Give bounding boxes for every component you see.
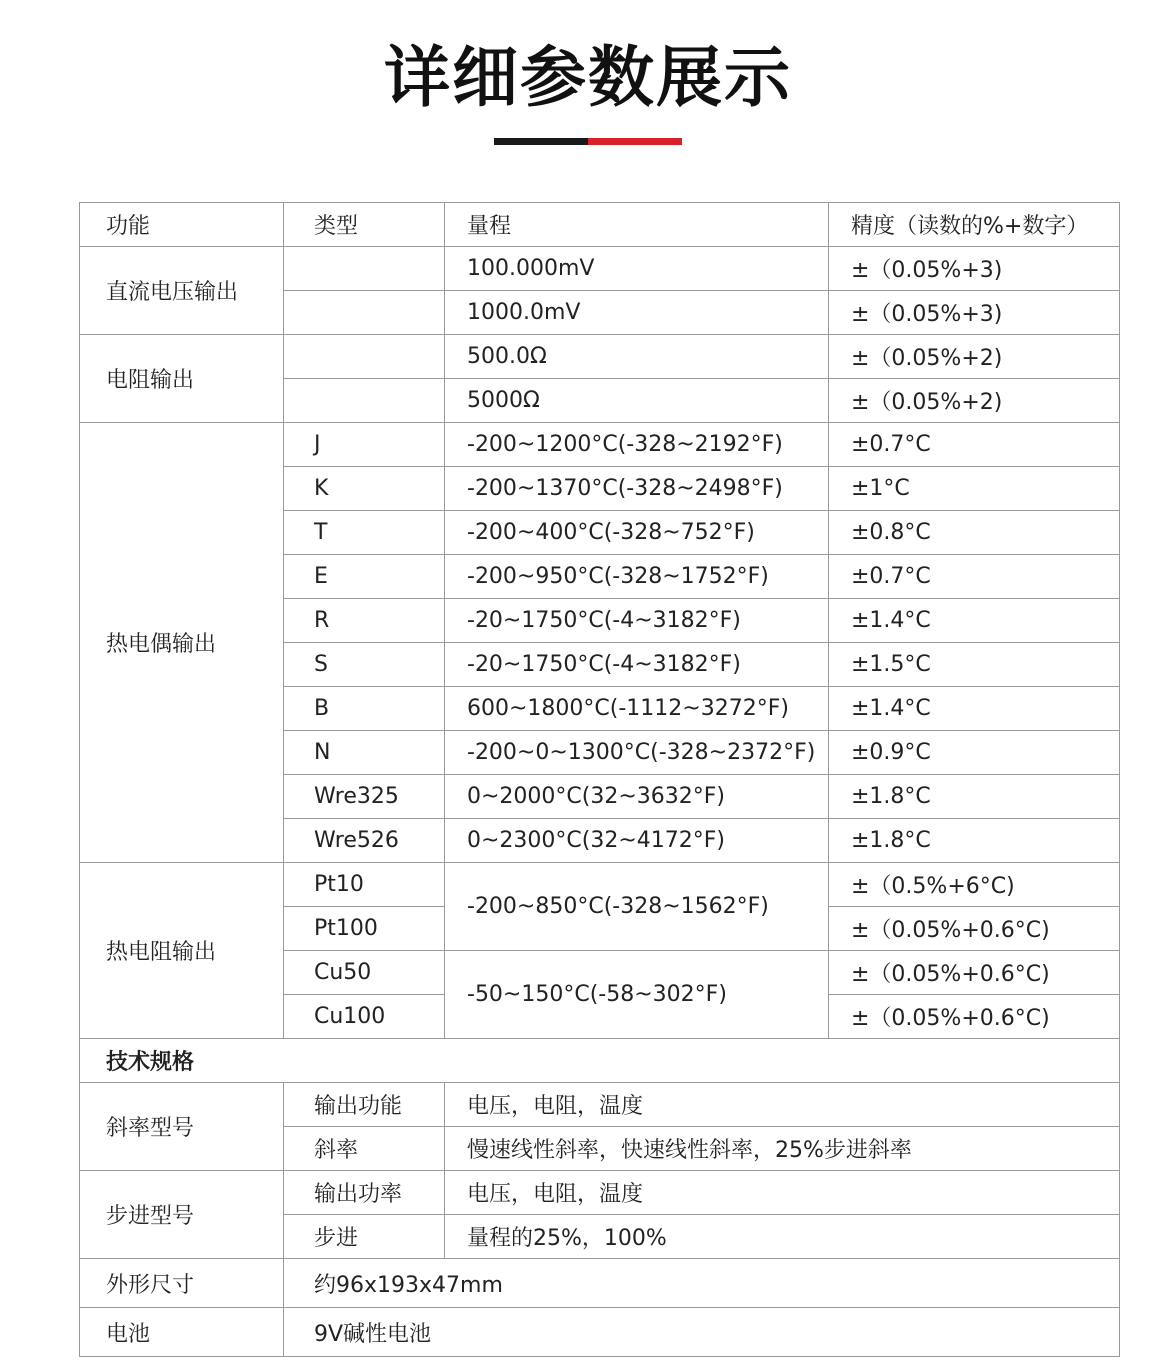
range-cell: -200~0~1300°C(-328~2372°F) [445,731,829,775]
page-title: 详细参数展示 [384,39,792,116]
range-cell: 5000Ω [445,379,829,423]
type-cell: N [284,731,445,775]
header-function: 功能 [80,203,284,247]
title-underline [494,138,682,145]
accuracy-cell: ±0.9°C [829,731,1120,775]
dimensions-value: 约96x193x47mm [284,1259,1120,1308]
dimensions-label: 外形尺寸 [80,1259,284,1308]
table-header-row [80,203,1120,247]
range-cell: 500.0Ω [445,335,829,379]
spec-value-cell: 电压，电阻，温度 [445,1171,1120,1215]
range-cell: 1000.0mV [445,291,829,335]
type-cell: Pt10 [284,863,445,907]
table-row [80,247,1120,291]
accuracy-cell: ±（0.05%+0.6°C) [829,907,1120,951]
header-type: 类型 [284,203,445,247]
accuracy-cell: ±（0.05%+0.6°C) [829,995,1120,1039]
range-cell: -200~850°C(-328~1562°F) [445,863,829,951]
range-cell: 0~2300°C(32~4172°F) [445,819,829,863]
spec-table [79,202,1120,1357]
accuracy-cell: ±（0.05%+3) [829,291,1120,335]
dc-voltage-label: 直流电压输出 [80,247,284,335]
type-cell [284,291,445,335]
type-cell: Wre526 [284,819,445,863]
type-cell: K [284,467,445,511]
accuracy-cell: ±1.4°C [829,687,1120,731]
rtd-label: 热电阻输出 [80,863,284,1039]
table-row [80,1083,1120,1127]
table-row [80,1308,1120,1357]
type-cell: Pt100 [284,907,445,951]
range-cell: -20~1750°C(-4~3182°F) [445,643,829,687]
accuracy-cell: ±1°C [829,467,1120,511]
type-cell: T [284,511,445,555]
range-cell: 0~2000°C(32~3632°F) [445,775,829,819]
ramp-model-label: 斜率型号 [80,1083,284,1171]
type-cell: B [284,687,445,731]
type-cell [284,335,445,379]
range-cell: -200~400°C(-328~752°F) [445,511,829,555]
accuracy-cell: ±（0.05%+3) [829,247,1120,291]
range-cell: -200~950°C(-328~1752°F) [445,555,829,599]
accuracy-cell: ±1.4°C [829,599,1120,643]
spec-value-cell: 电压，电阻，温度 [445,1083,1120,1127]
table-row [80,1171,1120,1215]
spec-value-cell: 量程的25%，100% [445,1215,1120,1259]
underline-red-segment [588,138,682,145]
type-cell: Wre325 [284,775,445,819]
accuracy-cell: ±（0.05%+2) [829,335,1120,379]
type-cell: Cu50 [284,951,445,995]
header-accuracy: 精度（读数的%+数字） [829,203,1120,247]
range-cell: -50~150°C(-58~302°F) [445,951,829,1039]
range-cell: -200~1370°C(-328~2498°F) [445,467,829,511]
spec-key-cell: 输出功能 [284,1083,445,1127]
type-cell: Cu100 [284,995,445,1039]
tech-spec-heading: 技术规格 [80,1039,1120,1083]
spec-key-cell: 步进 [284,1215,445,1259]
spec-value-cell: 慢速线性斜率，快速线性斜率，25%步进斜率 [445,1127,1120,1171]
accuracy-cell: ±1.8°C [829,775,1120,819]
battery-label: 电池 [80,1308,284,1357]
spec-key-cell: 输出功率 [284,1171,445,1215]
table-row [80,863,1120,907]
type-cell: R [284,599,445,643]
range-cell: 600~1800°C(-1112~3272°F) [445,687,829,731]
header-range: 量程 [445,203,829,247]
accuracy-cell: ±（0.05%+2) [829,379,1120,423]
accuracy-cell: ±0.8°C [829,511,1120,555]
accuracy-cell: ±0.7°C [829,423,1120,467]
section-header-row [80,1039,1120,1083]
type-cell [284,247,445,291]
accuracy-cell: ±1.8°C [829,819,1120,863]
table-row [80,423,1120,467]
accuracy-cell: ±（0.05%+0.6°C) [829,951,1120,995]
thermocouple-label: 热电偶输出 [80,423,284,863]
table-row [80,335,1120,379]
table-row [80,1259,1120,1308]
type-cell: E [284,555,445,599]
type-cell: S [284,643,445,687]
battery-value: 9V碱性电池 [284,1308,1120,1357]
resistance-label: 电阻输出 [80,335,284,423]
type-cell [284,379,445,423]
range-cell: -200~1200°C(-328~2192°F) [445,423,829,467]
accuracy-cell: ±0.7°C [829,555,1120,599]
accuracy-cell: ±1.5°C [829,643,1120,687]
spec-key-cell: 斜率 [284,1127,445,1171]
type-cell: J [284,423,445,467]
range-cell: 100.000mV [445,247,829,291]
accuracy-cell: ±（0.5%+6°C) [829,863,1120,907]
step-model-label: 步进型号 [80,1171,284,1259]
range-cell: -20~1750°C(-4~3182°F) [445,599,829,643]
underline-dark-segment [494,138,588,145]
